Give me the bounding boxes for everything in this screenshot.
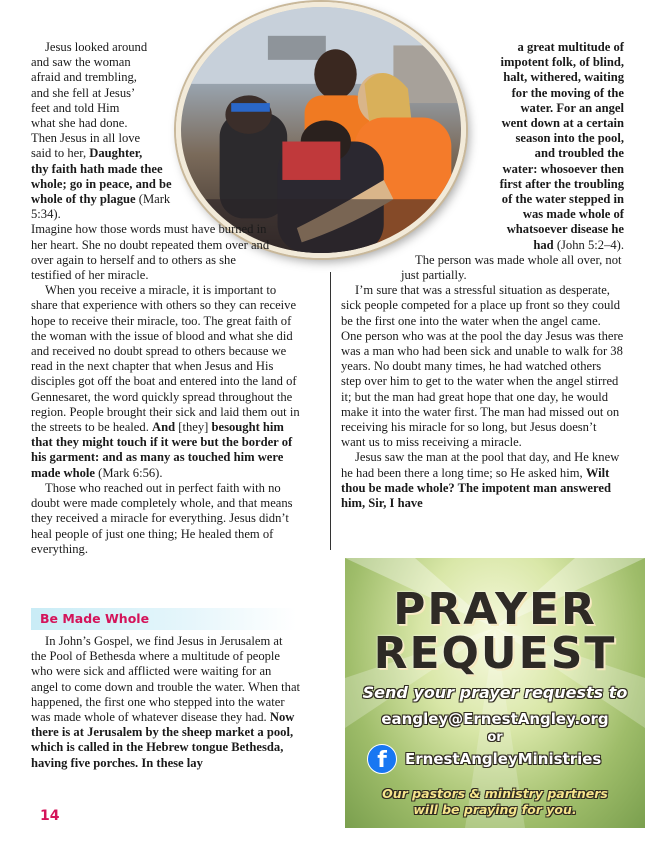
subheading-title: Be Made Whole [40,611,150,626]
ad-praying-line-2: will be praying for you. [413,802,577,817]
facebook-icon[interactable]: f [367,744,397,774]
paragraph-whole: The person was made whole all over, not just partially. [401,252,622,283]
ad-or-text: or [487,730,503,745]
scripture-reference: (Mark 5:34). [31,192,171,222]
paragraph-line [31,146,191,161]
ad-title-request: REQUEST [373,628,617,679]
scripture-passage [341,40,624,253]
scripture-reference: (John 5:2–4). [553,237,624,252]
paragraph-perfect-faith: Those who reached out in perfect faith with no doubt were made completely whole, and that means they received a miracle for everything. Jesus didn’t heal people of just one thing; He healed them of everything. [31,480,293,556]
ad-send-text: Send your prayer requests to [362,683,628,702]
scripture-quote: thy faith hath made thee whole; go in peace, and be whole of thy plague [31,161,172,207]
ad-email-link[interactable]: eangley@ErnestAngley.org [381,710,609,728]
subheading-bar [31,608,296,630]
paragraph-line: and she fell at Jesus’ [31,85,136,100]
paragraph-line: what she had done. [31,116,128,131]
paragraph-stressful: I’m sure that was a stressful situation as desperate, sick people competed for a place up front so they could be the first one into the water when the angel came. One person who was at the pool the day Jesus was there was a man who had been sick and unable to walk for 38 years. No doubt many times, he had watched others step over him to get to the water when the angel stirred it; but the man had great hope that one day, he would make it into the water first. The man had missed out on receiving his miracle for so long, but Jesus doesn’t want us to miss receiving a miracle. [341,283,624,450]
facebook-handle[interactable]: ErnestAngleyMinistries [405,750,602,768]
prayer-request-ad[interactable] [345,558,645,828]
paragraph-line: Jesus looked around [45,40,148,54]
ad-praying-line-1: Our pastors & ministry partners [382,786,608,801]
paragraph-line: and saw the woman [31,55,131,70]
text-run: [they] [175,420,212,435]
paragraph-line: feet and told Him [31,100,120,115]
facebook-link[interactable] [367,744,632,774]
paragraph-intro-wrapped [31,40,191,222]
column-divider [330,272,331,550]
paragraph-share-miracle [31,283,301,481]
paragraph-text: Imagine how those words must have burned in her heart. She no doubt repeated them over and over again to herself and to others as she testified of her miracle. [31,222,270,283]
left-column-bottom [31,634,301,771]
scripture-quote: Wilt thou be made whole? The impotent man answered him, Sir, I have [341,465,611,511]
left-column-top [31,40,301,557]
scripture-quote: besought him that they might touch if it were but the border of his garment: and as many as touched him were made whole [31,420,293,480]
paragraph-line: Then Jesus in all love [31,131,141,146]
text-run: Jesus saw the man at the pool that day, and He knew he had been there a long time; so He asked him, [341,450,620,480]
paragraph-bethesda [31,634,301,771]
ad-title-prayer: PRAYER [393,584,597,635]
right-column [341,40,624,511]
paragraph-line: afraid and trembling, [31,70,137,85]
text-run: In John’s Gospel, we find Jesus in Jerusalem at the Pool of Bethesda where a multitude of people who were sick and afflicted were waiting for an angel to come down and trouble the water. When that happened, the first one who stepped into the water was made whole of whatever disease they had. [31,634,301,725]
text-run: said to her, [31,146,90,161]
paragraph-jesus-saw [341,450,624,511]
scripture-quote: a great multitude of impotent folk, of blind, halt, withered, waiting for the moving of the water. For an angel went down at a certain season into the pool, and troubled the water: whosoever then first after the troubling of the water stepped in was made whole of whatsoever disease he had [499,40,624,252]
scripture-quote: Now there is at Jerusalem by the sheep market a pool, which is called in the Hebrew tongue Bethesda, having five porches. In these lay [31,710,295,770]
scripture-quote: And [152,420,176,435]
paragraph-line [31,162,191,223]
page-number: 14 [40,808,60,824]
scripture-reference: (Mark 6:56). [95,465,163,480]
scripture-quote: Daughter, [89,146,143,161]
text-run: When you receive a miracle, it is important to share that experience with others so they can receive hope to receive their miracle, too. The great faith of the woman with the issue of blood and what she did and received no doubt spread to others because we read in the next chapter that when Jesus and His disciples got off the boat and entered into the land of Gennesaret, the word quickly spread throughout the region. People brought their sick and laid them out in the streets to be healed. [31,283,300,435]
